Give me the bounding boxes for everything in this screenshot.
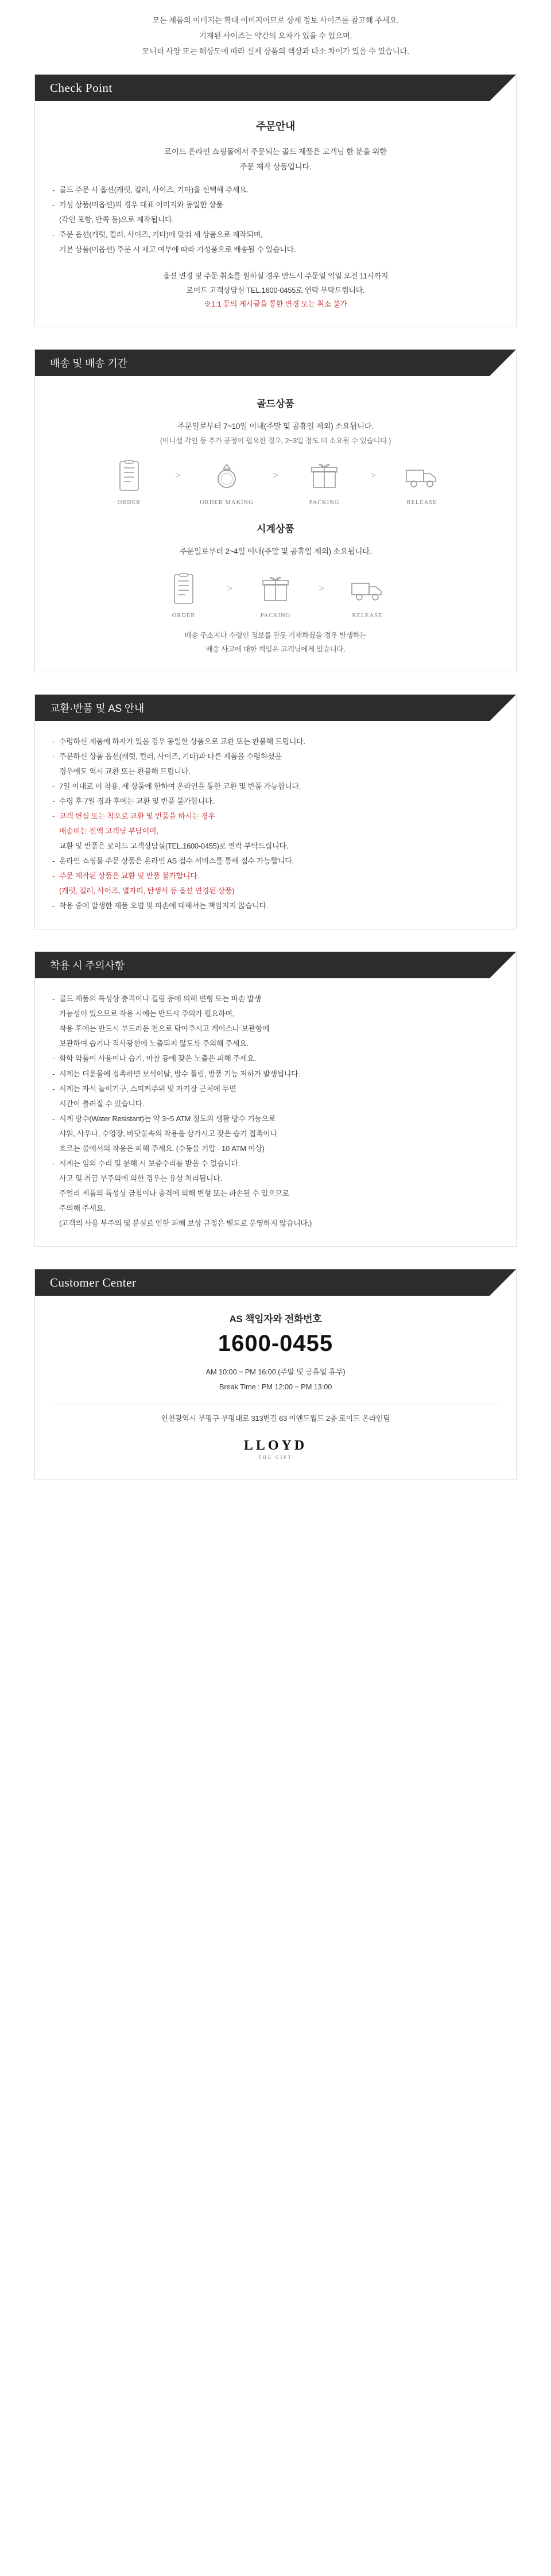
section-body-delivery — [35, 376, 516, 672]
flow-step-caption: ORDER — [172, 613, 196, 619]
check-point-title: 주문안내 — [256, 121, 295, 132]
chevron-right-icon: > — [370, 470, 376, 481]
delivery-gold-title: 골드상품 — [257, 398, 294, 409]
list-item: (고객의 사용 부주의 및 분실로 인한 피해 보상 규정은 별도로 운영하지 않습니다.) — [59, 1218, 312, 1227]
list-item: 배송비는 전액 고객님 부담이며, — [59, 826, 158, 835]
section-body-check-point — [35, 101, 516, 327]
section-body-exchange — [35, 721, 516, 929]
list-item: 사고 및 취급 부주의에 의한 경우는 유상 처리됩니다. — [59, 1173, 222, 1183]
list-item: - 기성 상품(미옵션)의 경우 대표 이미지와 동일한 상품 — [52, 198, 499, 212]
document-icon — [149, 571, 218, 607]
section-title: 배송 및 배송 기간 — [50, 357, 127, 369]
list-item: - 주문 제작된 상품은 교환 및 반품 불가합니다. — [52, 869, 499, 883]
document-icon — [92, 458, 166, 494]
corner-fold-icon — [490, 695, 516, 721]
check-point-lead-1: 로이드 온라인 쇼핑몰에서 주문되는 골드 제품은 고객님 한 분을 위한 — [164, 148, 387, 156]
check-point-list — [52, 183, 499, 257]
customer-center-hours: AM 10:00 ~ PM 16:00 (주말 및 공휴일 휴무) — [205, 1368, 346, 1377]
list-item: 경우에도 역시 교환 또는 환불해 드립니다. — [59, 766, 191, 776]
section-header-delivery — [35, 350, 516, 376]
list-item: 보관하여 습기나 직사광선에 노출되지 않도록 주의해 주세요. — [59, 1039, 249, 1048]
flow-step-caption: PACKING — [309, 499, 340, 506]
section-header-customer-center — [35, 1269, 516, 1296]
list-item: 착용 후에는 반드시 부드러운 천으로 닦아주시고 케이스나 보관함에 — [59, 1024, 270, 1033]
logo-brand-text: LLOYD — [243, 1438, 308, 1454]
delivery-footnote-2: 배송 사고에 대한 책임은 고객님에게 있습니다. — [205, 645, 346, 653]
flow-step-packing — [287, 458, 362, 506]
list-item: 흐르는 물에서의 착용은 피해 주세요. (수동물 기압 - 10 ATM 이상) — [59, 1144, 265, 1153]
customer-center-title: AS 책임자와 전화번호 — [229, 1314, 322, 1325]
section-header-check-point — [35, 75, 516, 101]
chevron-right-icon: > — [319, 584, 324, 594]
top-notice — [0, 0, 551, 74]
list-item: (각인 포함, 반쪽 등)으로 제작됩니다. — [59, 215, 174, 224]
flow-step-order — [149, 571, 218, 619]
section-header-care — [35, 952, 516, 978]
top-notice-line-3: 모니터 사양 또는 해상도에 따라 실제 상품의 색상과 다소 차이가 있을 수 있습니다. — [142, 47, 409, 56]
delivery-gold-sub: (이니셜 각인 등 추가 공정이 필요한 경우, 2~3일 정도 더 소요될 수 있습니다.) — [160, 436, 391, 445]
flow-step-order — [92, 458, 166, 506]
flow-step-release — [385, 458, 459, 506]
list-item: - 골드 제품의 특성상 충격이나 걸림 등에 의해 변형 또는 파손 발생 — [52, 992, 499, 1006]
notice-line-2: 로이드 고객상담실 TEL.1600-0455로 연락 부탁드립니다. — [186, 285, 365, 295]
list-item: 가능성이 있으므로 착용 시에는 반드시 주의가 필요하며, — [59, 1009, 235, 1018]
logo-sub-text: THE GIFT — [258, 1455, 293, 1461]
list-item: - 온라인 쇼핑몰 주문 상품은 온라인 AS 접수 서비스를 통해 접수 가능합니다. — [52, 854, 499, 868]
flow-step-caption: RELEASE — [406, 499, 437, 506]
flow-step-packing — [241, 571, 310, 619]
flow-step-caption: ORDER — [117, 499, 141, 506]
delivery-gold-flow — [52, 458, 499, 506]
section-title: 착용 시 주의사항 — [50, 960, 125, 972]
section-delivery — [34, 349, 517, 672]
delivery-gold-line: 주문일로부터 7~10일 이내(주말 및 공휴일 제외) 소요됩니다. — [177, 421, 374, 431]
list-item: 주얼리 제품의 특성상 금침이나 충격에 의해 변형 또는 파손될 수 있으므로 — [59, 1188, 289, 1198]
flow-step-release — [333, 571, 402, 619]
corner-fold-icon — [490, 952, 516, 978]
section-title: Check Point — [50, 80, 112, 95]
truck-icon — [385, 458, 459, 494]
section-title: Customer Center — [50, 1275, 137, 1289]
gift-icon — [287, 458, 362, 494]
flow-step-caption: PACKING — [260, 613, 291, 619]
list-item: - 수령하신 제품에 하자가 있을 경우 동일한 상품으로 교환 또는 환불해 드립니다. — [52, 735, 499, 749]
list-item: 기본 상품(미옵션) 주문 시 재고 여부에 따라 기성품으로 배송될 수 있습니다. — [59, 245, 296, 254]
notice-line-3: ※1:1 문의 게시글을 통한 변경 또는 취소 불가 — [204, 300, 347, 309]
list-item: - 골드 주문 시 옵션(캐럿, 컬러, 사이즈, 기타)을 선택해 주세요. — [52, 183, 499, 197]
lloyd-logo — [244, 1438, 307, 1460]
list-item: - 화학 약품이 사용이나 습기, 마찰 등에 잦은 노출은 피해 주세요. — [52, 1052, 499, 1066]
corner-fold-icon — [490, 1269, 516, 1296]
section-care — [34, 951, 517, 1247]
truck-icon — [333, 571, 402, 607]
customer-center-phone[interactable]: 1600-0455 — [218, 1331, 333, 1357]
delivery-watch-title: 시계상품 — [257, 523, 294, 534]
list-item: - 수령 후 7일 경과 후에는 교환 및 반품 불가합니다. — [52, 795, 499, 808]
check-point-lead-2: 주문 제작 상품입니다. — [239, 162, 312, 172]
gift-icon — [241, 571, 310, 607]
check-point-lead — [52, 145, 499, 175]
list-item: 주의해 주세요. — [59, 1203, 106, 1213]
delivery-footnote — [52, 629, 499, 657]
corner-fold-icon — [490, 75, 516, 101]
corner-fold-icon — [490, 350, 516, 376]
list-item: 교환 및 반품은 로이드 고객상담실(TEL.1600-0455)로 연락 부탁드립니다. — [59, 842, 288, 851]
flow-step-caption: ORDER MAKING — [200, 499, 254, 506]
customer-center-break-time: Break Time : PM 12:00 ~ PM 13:00 — [219, 1382, 332, 1392]
section-header-exchange — [35, 695, 516, 721]
exchange-list — [52, 735, 499, 913]
section-title: 교환·반품 및 AS 안내 — [50, 702, 145, 714]
section-customer-center — [34, 1269, 517, 1479]
list-item: 시간이 틀려질 수 있습니다. — [59, 1099, 145, 1108]
list-item: - 시계는 임의 수리 및 분해 시 보증수리를 받을 수 없습니다. — [52, 1157, 499, 1171]
list-item: - 시계는 자석 놀이기구, 스피커주위 및 자기장 근처에 두면 — [52, 1082, 499, 1096]
flow-step-order-making — [189, 458, 264, 506]
section-exchange — [34, 694, 517, 930]
list-item: - 주문 옵션(캐럿, 컬러, 사이즈, 기타)에 맞춰 새 상품으로 제작되며, — [52, 228, 499, 242]
list-item: 샤워, 사우나, 수영장, 바닷물속의 착용을 삼가시고 잦은 습기 접촉이나 — [59, 1129, 277, 1138]
notice-line-1: 옵션 변경 및 주문 취소를 원하실 경우 반드시 주문일 익일 오전 11시까지 — [162, 271, 389, 280]
check-point-notice — [52, 269, 499, 312]
customer-center-address: 인천광역시 부평구 부평대로 313번길 63 이앤드월드 2층 로이드 온라인팀 — [161, 1414, 390, 1423]
top-notice-line-1: 모든 제품의 이미지는 확대 이미지이므로 상세 정보 사이즈를 참고해 주세요. — [152, 16, 399, 25]
delivery-footnote-1: 배송 주소지나 수령인 정보를 잘못 기재하셨을 경우 발생하는 — [184, 632, 367, 640]
section-check-point — [34, 74, 517, 327]
delivery-watch-flow — [52, 571, 499, 619]
section-body-customer-center — [35, 1296, 516, 1479]
chevron-right-icon: > — [227, 584, 232, 594]
section-body-care — [35, 978, 516, 1246]
list-item: - 고객 변심 또는 착오로 교환 및 반품을 하시는 경우 — [52, 809, 499, 823]
chevron-right-icon: > — [273, 470, 278, 481]
list-item: (캐럿, 컬러, 사이즈, 별자리, 탄생석 등 옵션 변경된 상품) — [59, 886, 235, 896]
ring-icon — [189, 458, 264, 494]
care-list — [52, 992, 499, 1230]
list-item: - 주문하신 상품 옵션(캐럿, 컬러, 사이즈, 기타)과 다른 제품을 수령하셨을 — [52, 750, 499, 764]
flow-step-caption: RELEASE — [352, 613, 383, 619]
list-item: - 시계 방수(Water Resistant)는 약 3~5 ATM 정도의 생활 방수 기능으로 — [52, 1112, 499, 1126]
chevron-right-icon: > — [175, 470, 181, 481]
list-item: - 착용 중에 발생한 제품 오염 및 파손에 대해서는 책임지지 않습니다. — [52, 899, 499, 913]
delivery-watch-line: 주문일로부터 2~4일 이내(주말 및 공휴일 제외) 소요됩니다. — [179, 547, 372, 556]
list-item: - 7일 이내로 미 착용, 새 상품에 한하여 온라인을 통한 교환 및 반품 가능합니다. — [52, 780, 499, 793]
list-item: - 시계는 더운물에 접촉하면 보석이탈, 방수 풀림, 방품 기능 저하가 발생됩니다. — [52, 1067, 499, 1081]
top-notice-line-2: 기재된 사이즈는 약간의 오차가 있을 수 있으며, — [199, 32, 352, 40]
